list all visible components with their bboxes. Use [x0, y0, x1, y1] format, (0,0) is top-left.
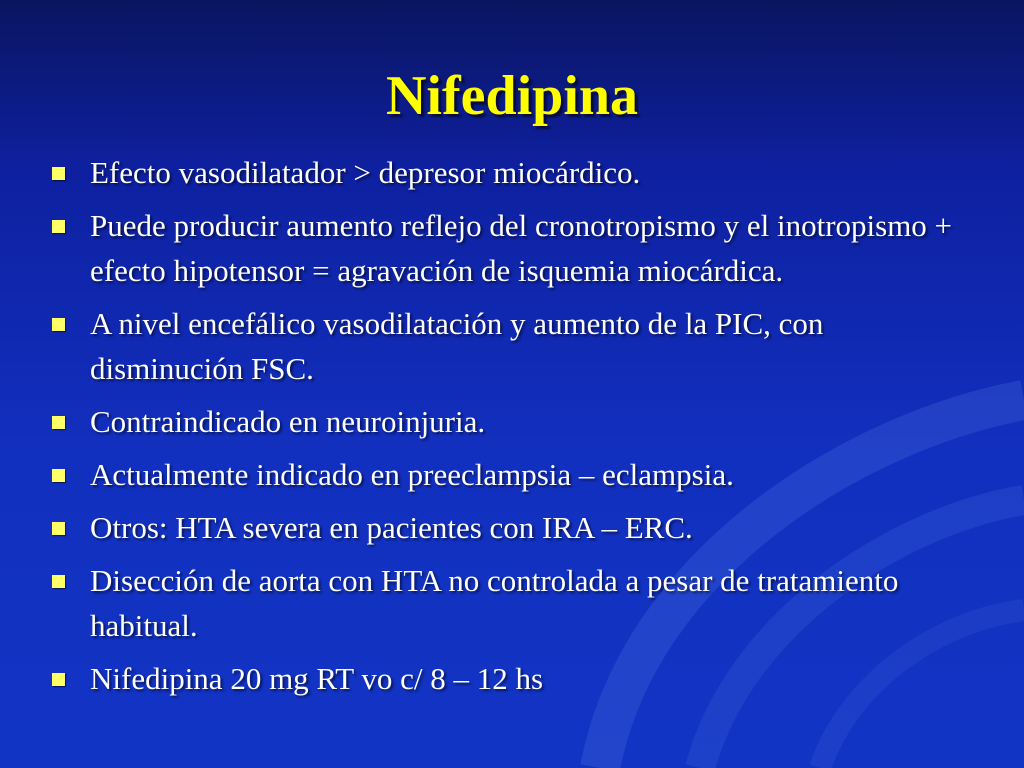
- bullet-item: [52, 505, 972, 550]
- bullet-list: [52, 150, 972, 709]
- square-bullet-icon: [52, 220, 65, 233]
- square-bullet-icon: [52, 469, 65, 482]
- bullet-item: [52, 203, 972, 293]
- bullet-text: Puede producir aumento reflejo del cronotropismo y el inotropismo + efecto hipotensor = agravación de isquemia miocárdica.: [90, 208, 953, 288]
- square-bullet-icon: [52, 522, 65, 535]
- bullet-item: [52, 150, 972, 195]
- bullet-text: Actualmente indicado en preeclampsia – eclampsia.: [90, 457, 734, 492]
- bullet-text: Nifedipina 20 mg RT vo c/ 8 – 12 hs: [90, 661, 544, 696]
- square-bullet-icon: [52, 673, 65, 686]
- bullet-item: [52, 399, 972, 444]
- bullet-item: [52, 301, 972, 391]
- bullet-text: A nivel encefálico vasodilatación y aumento de la PIC, con disminución FSC.: [90, 306, 824, 386]
- square-bullet-icon: [52, 416, 65, 429]
- bullet-text: Contraindicado en neuroinjuria.: [90, 404, 486, 439]
- bullet-item: [52, 656, 972, 701]
- bullet-item: [52, 558, 972, 648]
- slide-title: Nifedipina: [385, 65, 639, 127]
- bullet-text: Otros: HTA severa en pacientes con IRA – ERC.: [90, 510, 693, 545]
- bullet-text: Disección de aorta con HTA no controlada a pesar de tratamiento habitual.: [90, 563, 899, 643]
- square-bullet-icon: [52, 318, 65, 331]
- square-bullet-icon: [52, 575, 65, 588]
- bullet-text: Efecto vasodilatador > depresor miocárdico.: [90, 155, 641, 190]
- square-bullet-icon: [52, 167, 65, 180]
- bullet-item: [52, 452, 972, 497]
